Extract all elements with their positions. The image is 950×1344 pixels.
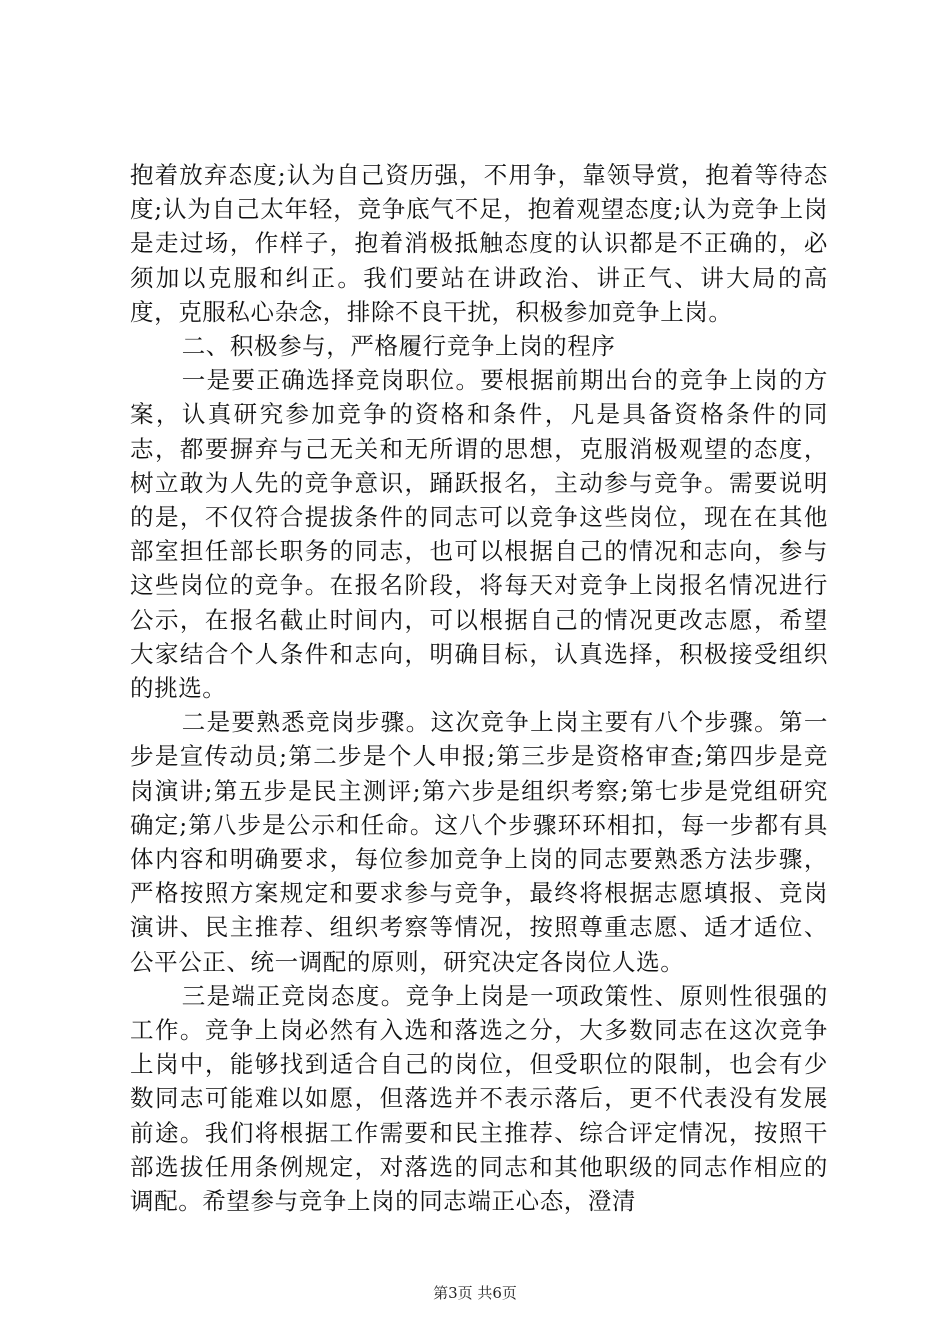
paragraph-continuation: 抱着放弃态度;认为自己资历强，不用争，靠领导赏，抱着等待态度;认为自己太年轻，竞争底气不足，抱着观望态度;认为竞争上岗是走过场，作样子，抱着消极抵触态度的认识都是不正确的，必须加以克服和纠正。我们要站在讲政治、讲正气、讲大局的高度，克服私心杂念，排除不良干扰，积极参加竞争上岗。 — [130, 161, 828, 326]
page-number-footer: 第3页 共6页 — [433, 1284, 517, 1302]
document-body — [130, 158, 828, 1218]
paragraph-steps: 二是要熟悉竞岗步骤。这次竞争上岗主要有八个步骤。第一步是宣传动员;第二步是个人申报;第三步是资格审查;第四步是竞岗演讲;第五步是民主测评;第六步是组织考察;第七步是党组研究确定;第八步是公示和任命。这八个步骤环环相扣，每一步都有具体内容和明确要求，每位参加竞争上岗的同志要熟悉方法步骤，严格按照方案规定和要求参与竞争，最终将根据志愿填报、竞岗演讲、民主推荐、组织考察等情况，按照尊重志愿、适才适位、公平公正、统一调配的原则，研究决定各岗位人选。 — [130, 708, 828, 976]
paragraph-select-position: 一是要正确选择竞岗职位。要根据前期出台的竞争上岗的方案，认真研究参加竞争的资格和条件，凡是具备资格条件的同志，都要摒弃与己无关和无所谓的思想，克服消极观望的态度，树立敢为人先的竞争意识，踊跃报名，主动参与竞争。需要说明的是，不仅符合提拔条件的同志可以竞争这些岗位，现在在其他部室担任部长职务的同志，也可以根据自己的情况和志向，参与这些岗位的竞争。在报名阶段，将每天对竞争上岗报名情况进行公示，在报名截止时间内，可以根据自己的情况更改志愿，希望大家结合个人条件和志向，明确目标，认真选择，积极接受组织的挑选。 — [130, 366, 828, 703]
section-heading: 二、积极参与，严格履行竞争上岗的程序 — [181, 332, 616, 361]
paragraph-attitude: 三是端正竞岗态度。竞争上岗是一项政策性、原则性很强的工作。竞争上岗必然有入选和落选之分，大多数同志在这次竞争上岗中，能够找到适合自己的岗位，但受职位的限制，也会有少数同志可能难以如愿，但落选并不表示落后，更不代表没有发展前途。我们将根据工作需要和民主推荐、综合评定情况，按照干部选拔任用条例规定，对落选的同志和其他职级的同志作相应的调配。希望参与竞争上岗的同志端正心态，澄清 — [130, 981, 828, 1216]
